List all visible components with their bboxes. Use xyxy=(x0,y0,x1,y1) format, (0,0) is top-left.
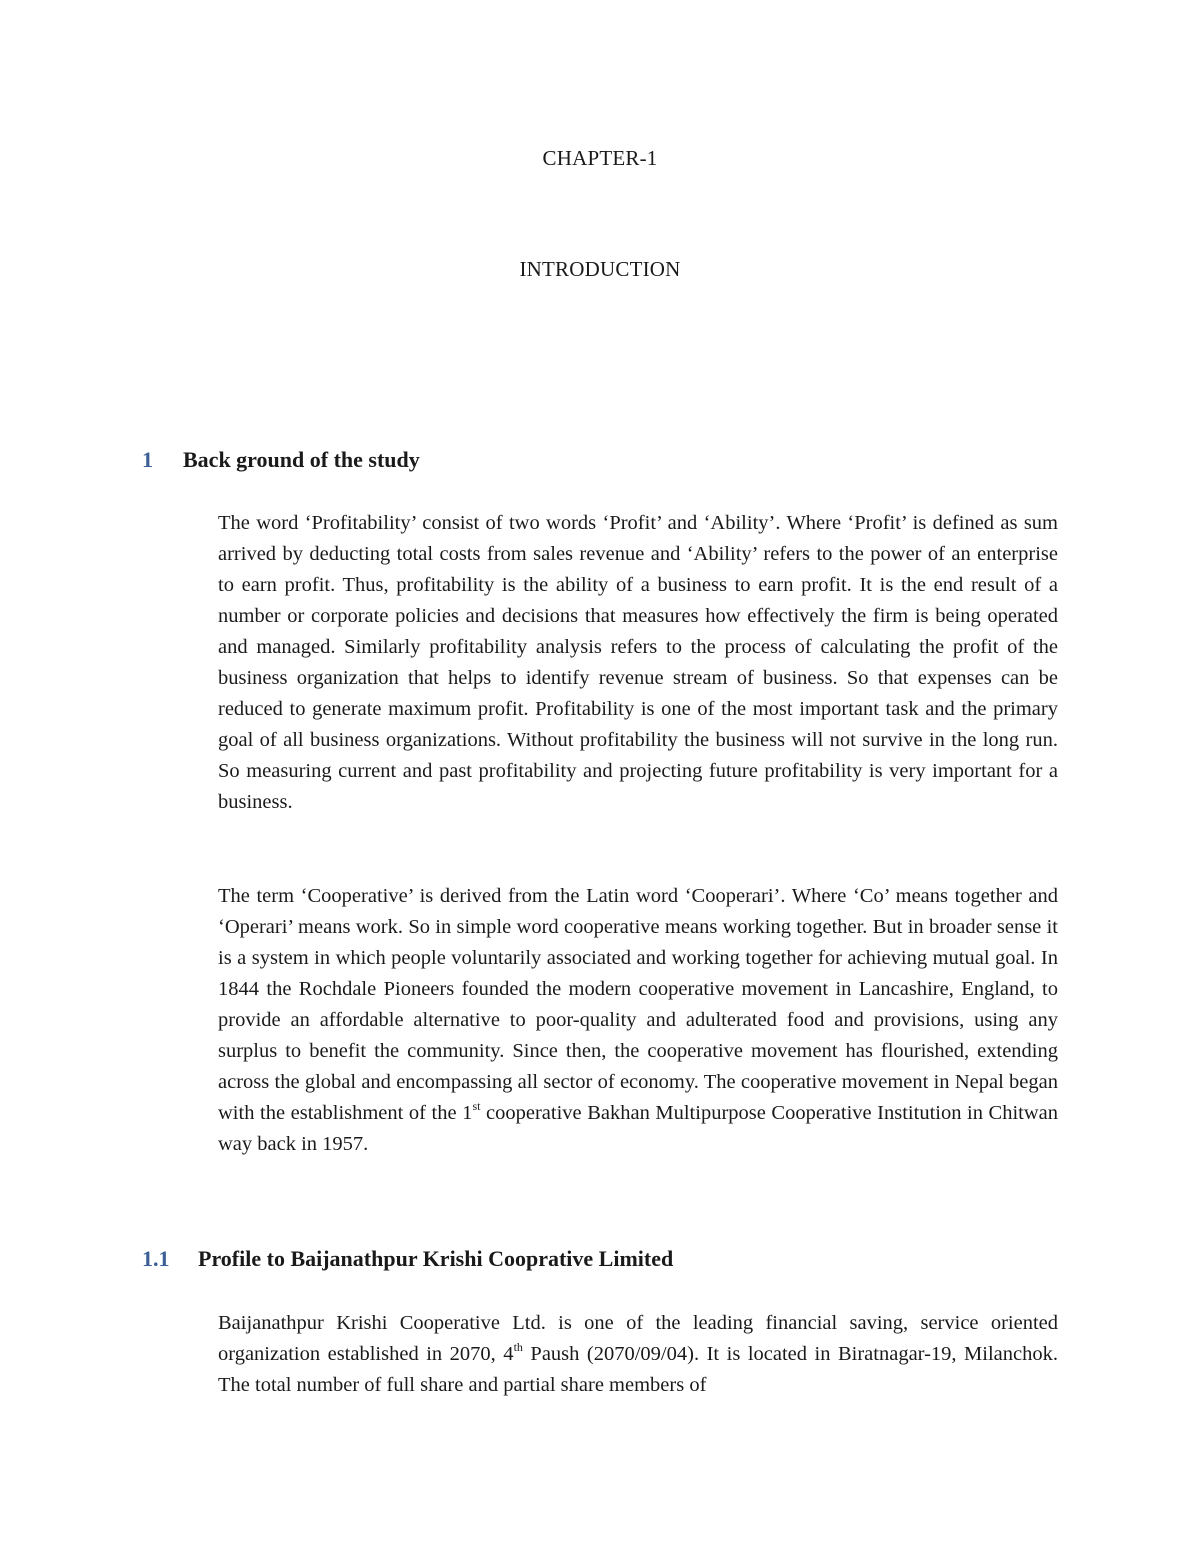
section-number: 1.1 xyxy=(142,1246,170,1271)
chapter-subtitle: INTRODUCTION xyxy=(519,257,681,281)
ordinal-suffix: st xyxy=(472,1099,481,1113)
ordinal-suffix: th xyxy=(513,1340,523,1354)
section-heading-text: Profile to Baijanathpur Krishi Cooprative Limited xyxy=(198,1246,674,1271)
paragraph-profitability: The word ‘Profitability’ consist of two words ‘Profit’ and ‘Ability’. Where ‘Profit’ is defined as sum arrived by deducting total costs from sales revenue and ‘Ability’ refers to the power of an enterprise to earn profit. Thus, profitability is the ability of a business to earn profit. It is the end result of a number or corporate policies and decisions that measures how effectively the firm is being operated and managed. Similarly profitability analysis refers to the process of calculating the profit of the business organization that helps to identify revenue stream of business. So that expenses can be reduced to generate maximum profit. Profitability is one of the most important task and the primary goal of all business organizations. Without profitability the business will not survive in the long run. So measuring current and past profitability and projecting future profitability is very important for a business. xyxy=(218,512,1058,813)
paragraph-text: Paush (2070/09/04). It is located in Biratnagar-19, Milanchok. The total number of full share and partial share members of xyxy=(218,1343,1058,1396)
paragraph-text: The term ‘Cooperative’ is derived from the Latin word ‘Cooperari’. Where ‘Co’ means together and ‘Operari’ means work. So in simple word cooperative means working together. But in broader sense it is a system in which people voluntarily associated and working together for achieving mutual goal. In 1844 the Rochdale Pioneers founded the modern cooperative movement in Lancashire, England, to provide an affordable alternative to poor-quality and adulterated food and provisions, using any surplus to benefit the community. Since then, the cooperative movement has flourished, extending across the global and encompassing all sector of economy. The cooperative movement in Nepal began with the establishment of the 1 xyxy=(218,885,1058,1124)
section-heading-background xyxy=(142,447,420,473)
section-number: 1 xyxy=(142,447,153,472)
paragraph-profile xyxy=(218,1308,1058,1401)
chapter-title: CHAPTER-1 xyxy=(542,146,658,170)
paragraph-cooperative xyxy=(218,881,1058,1160)
paragraph-text: Baijanathpur Krishi Cooperative Ltd. is one of the leading financial saving, service oriented organization established in 2070, 4 xyxy=(218,1312,1058,1365)
paragraph-text: cooperative Bakhan Multipurpose Cooperative Institution in Chitwan way back in 1957. xyxy=(218,1102,1059,1155)
section-heading-text: Back ground of the study xyxy=(183,447,420,472)
section-heading-profile xyxy=(142,1246,673,1272)
